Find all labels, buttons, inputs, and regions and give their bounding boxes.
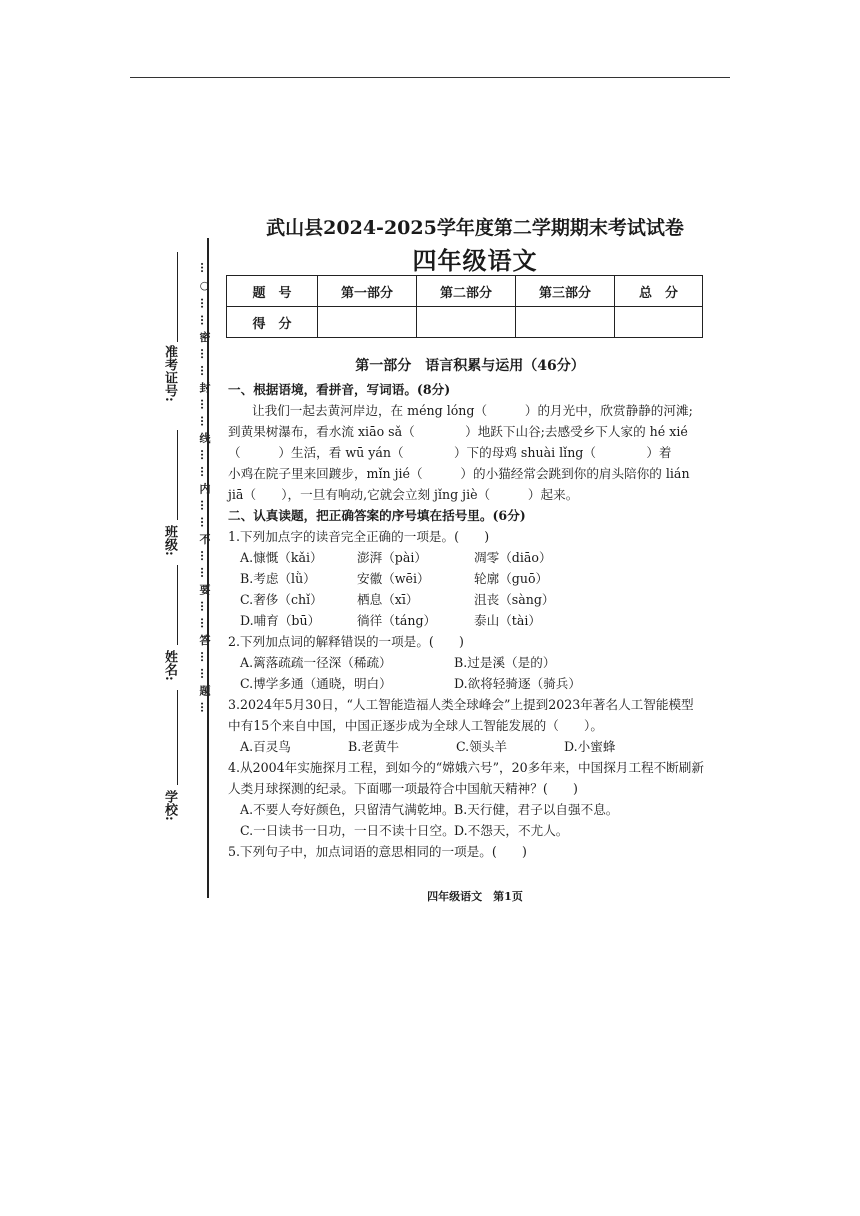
option: 澎湃（pài）	[357, 550, 427, 565]
exam-subtitle: 四年级语文	[412, 246, 538, 275]
exam-title: 武山县2024-2025学年度第二学期期末考试试卷	[266, 217, 684, 239]
ticket-number-label: 准考证号:	[162, 345, 177, 402]
option: 轮廓（guō）	[474, 571, 549, 586]
score-cell-header: 题 号	[227, 276, 318, 307]
option: 徜徉（táng）	[357, 613, 437, 628]
option: A.慷慨（kǎi）	[240, 550, 323, 565]
q2-3-options-row	[228, 736, 712, 757]
q2-4-stem: 4.从2004年实施探月工程，到如今的“嫦娥六号”，20多年来，中国探月工程不断刷新	[228, 760, 704, 775]
score-cell-header: 第二部分	[417, 276, 516, 307]
option: A.百灵鸟	[240, 739, 291, 754]
school-line	[177, 690, 178, 785]
q2-5-stem: 5.下列句子中，加点词语的意思相同的一项是。( )	[228, 844, 527, 859]
q1-line: 小鸡在院子里来回踱步，mǐn jié（ ）的小猫经常会跳到你的肩头陪你的 lián	[228, 466, 690, 481]
q2-1-options-row	[228, 589, 712, 610]
top-rule	[130, 77, 730, 78]
q2-1-stem: 1.下列加点字的读音完全正确的一项是。( )	[228, 529, 490, 544]
score-cell-header: 第三部分	[516, 276, 615, 307]
school-label: 学校:	[162, 790, 177, 821]
score-table-header-row	[227, 276, 703, 307]
q1-line: jiā（ ），一旦有响动,它就会立刻 jǐng jiè（ ）起来。	[228, 487, 579, 502]
q2-2-stem: 2.下列加点词的解释错误的一项是。( )	[228, 634, 464, 649]
score-total-cell[interactable]	[615, 307, 703, 338]
score-cell-header: 总 分	[615, 276, 703, 307]
q2-1-options-row	[228, 547, 712, 568]
option: D.不怨天，不尤人。	[454, 823, 569, 838]
score-table	[226, 275, 703, 338]
seal-line-text: … ○ … … 密 … … 封 … … 线 … … 内 … … 不 … … 要 … … 答 … … 题 …	[198, 262, 211, 714]
part1-title: 第一部分 语言积累与运用（46分）	[355, 358, 585, 374]
option: C.奢侈（chǐ）	[240, 592, 323, 607]
option: C.一日读书一日功，一日不读十日空。	[240, 823, 455, 838]
option: B.考虑（lǜ）	[240, 571, 316, 586]
score-cell-header: 第一部分	[318, 276, 417, 307]
q1-line: （ ）生活，看 wū yán（ ）下的母鸡 shuài lǐng（ ）着	[228, 445, 672, 460]
option: 安徽（wēi）	[357, 571, 430, 586]
name-label: 姓名:	[162, 650, 177, 681]
option: D.欲将轻骑逐（骑兵）	[454, 676, 581, 691]
option: D.哺育（bū）	[240, 613, 321, 628]
score-part1-cell[interactable]	[318, 307, 417, 338]
q2-1-options-row	[228, 610, 712, 631]
option: B.老黄牛	[348, 739, 400, 754]
ticket-number-line	[177, 252, 178, 342]
option: B.天行健，君子以自强不息。	[454, 802, 619, 817]
q2-heading: 二、认真读题，把正确答案的序号填在括号里。(6分)	[228, 508, 526, 523]
exam-content	[228, 356, 712, 862]
option: D.小蜜蜂	[564, 739, 616, 754]
score-part3-cell[interactable]	[516, 307, 615, 338]
page-footer: 四年级语文 第1页	[427, 890, 523, 903]
q1-line: 到黄果树瀑布，看水流 xiāo sǎ（ ）地跃下山谷;去感受乡下人家的 hé xié	[228, 424, 688, 439]
q2-1-options-row	[228, 568, 712, 589]
option: C.博学多通（通晓，明白）	[240, 676, 392, 691]
option: A.不要人夸好颜色，只留清气满乾坤。	[240, 802, 455, 817]
option: 沮丧（sàng）	[474, 592, 555, 607]
name-line	[177, 565, 178, 645]
class-label: 班级:	[162, 525, 177, 556]
option: B.过是溪（是的）	[454, 655, 556, 670]
option: C.领头羊	[456, 739, 507, 754]
option: 栖息（xī）	[357, 592, 419, 607]
q2-4-stem: 人类月球探测的纪录。下面哪一项最符合中国航天精神？( )	[228, 781, 578, 796]
option: A.篱落疏疏一径深（稀疏）	[240, 655, 392, 670]
option: 凋零（diāo）	[474, 550, 552, 565]
q2-4-options-row	[228, 820, 712, 841]
option: 泰山（tài）	[474, 613, 541, 628]
score-table-score-row	[227, 307, 703, 338]
q2-4-options-row	[228, 799, 712, 820]
class-line	[177, 430, 178, 520]
q2-2-options-row	[228, 673, 712, 694]
q2-3-stem: 3.2024年5月30日，“人工智能造福人类全球峰会”上提到2023年著名人工智能模型	[228, 697, 694, 712]
score-part2-cell[interactable]	[417, 307, 516, 338]
score-row-label: 得 分	[227, 307, 318, 338]
q1-heading: 一、根据语境，看拼音，写词语。(8分)	[228, 382, 451, 397]
q1-line: 让我们一起去黄河岸边，在 méng lóng（ ）的月光中，欣赏静静的河滩;	[252, 403, 693, 418]
q2-3-stem: 中有15个来自中国，中国正逐步成为全球人工智能发展的（ ）。	[228, 718, 603, 733]
q2-2-options-row	[228, 652, 712, 673]
